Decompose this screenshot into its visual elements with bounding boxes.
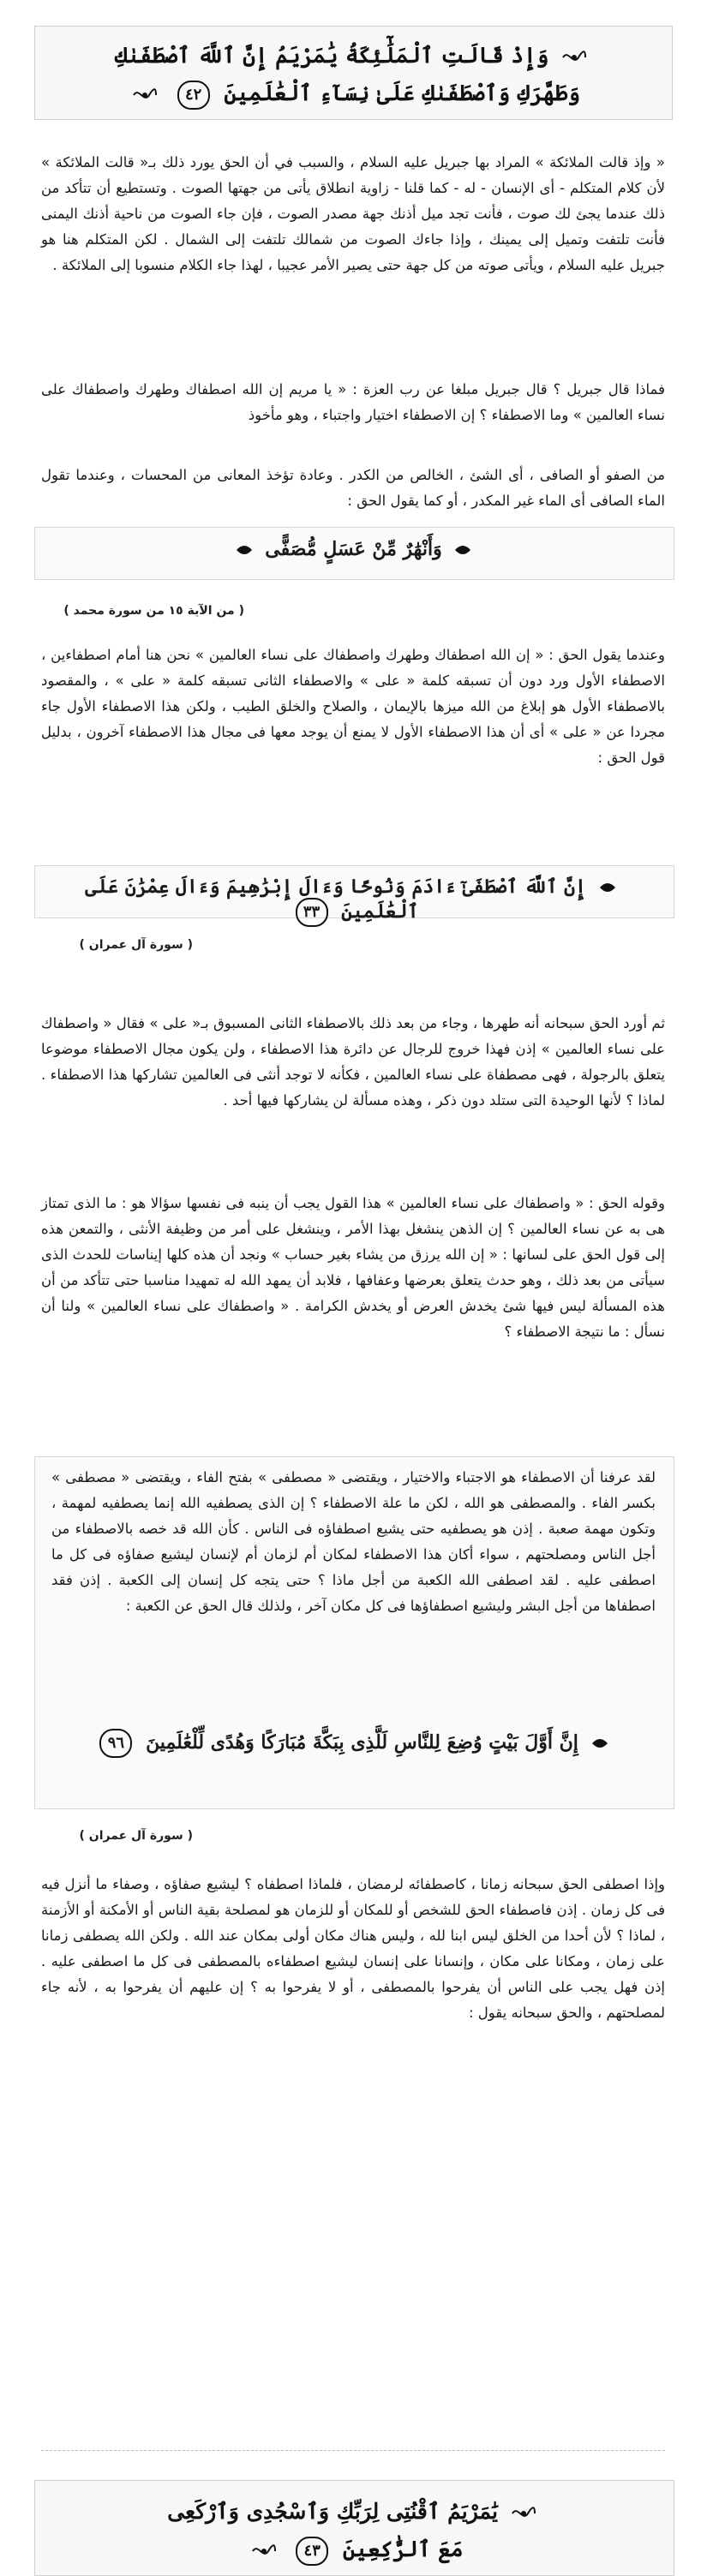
opening-verse-box	[34, 26, 673, 120]
commentary-paragraph-1: « وإذ قالت الملائكة » المراد بها جبريل عليه السلام ، والسبب في أن الحق يورد ذلك بـ« قالت الملائكة » لأن كلام المتكلم - أى الإنسان - له - كما قلنا - زاوية انطلاق يأتى من جهتها الصوت . وتستطيع أن تتأكد من ذلك عندما يجئ لك صوت ، فأنت تجد ميل أذنك جهة مصدر الصوت ، فإن جاء الصوت من ناحية أذنك اليمنى فأنت تلتفت وتميل إلى يمينك ، وإذا جاءك الصوت من شمالك تلتفت إلى الشمال . لكن المتكلم هنا هو جبريل عليه السلام ، ويأتى صوته من كل جهة حتى يصير الأمر عجيبا ، لهذا جاء الكلام منسوبا إلى الملائكة .	[41, 154, 665, 273]
quoted-verse-1-text: وَأَنْهَٰرٌ مِّنْ عَسَلٍ مُّصَفًّى	[265, 538, 442, 560]
quoted-verse-2-text: إِنَّ ٱللَّهَ ٱصْطَفَىٰٓ ءَادَمَ وَنُوحًا وَءَالَ إِبْرَٰهِيمَ وَءَالَ عِمْرَٰنَ عَلَى ٱلْعَٰلَمِينَ	[85, 876, 586, 923]
divider	[41, 2450, 665, 2451]
ornament-icon	[251, 2541, 277, 2561]
commentary-paragraph-3: من الصفو أو الصافى ، أى الشئ ، الخالص من الكدر . وعادة تؤخذ المعانى من المحسات ، وعندما تقول الماء الصافى أى الماء غير المكدر ، أو كما يقول الحق :	[41, 467, 665, 509]
ornament-icon	[598, 879, 617, 896]
verse-number-marker: ٤٢	[177, 81, 210, 110]
ornament-icon	[590, 1735, 609, 1752]
verse-number-marker: ٩٦	[99, 1729, 132, 1758]
commentary-paragraph-4: وعندما يقول الحق : « إن الله اصطفاك وطهرك واصطفاك على نساء العالمين » نحن هنا أمام اصطفاءين ، الاصطفاء الأول ورد دون أن تسبقه كلمة « على » والاصطفاء الثانى تسبقه كلمة « على » ، والمقصود بالاصطفاء الأول هو إبلاغ من الله ميزها بالإيمان ، والصلاح والخلق الطيب ، ولكن هذا الاصطفاء الأول جاء مجردا عن « على » أى أن هذا الاصطفاء الأول لا يمنع أن يوجد معها فى مجال هذا الاصطفاء آخرون ، بدليل قول الحق :	[41, 647, 665, 766]
ornament-icon	[561, 47, 587, 68]
opening-verse-line-2	[44, 75, 663, 112]
commentary-paragraph-2: فماذا قال جبريل ؟ قال جبريل مبلغا عن رب العزة : « يا مريم إن الله اصطفاك وطهرك واصطفاك على نساء العالمين » وما الاصطفاء ؟ إن الاصطفاء اختيار واجتباء ، وهو مأخوذ	[41, 381, 665, 423]
verse-number-marker: ٤٣	[296, 2537, 328, 2566]
opening-verse-line-1	[44, 37, 663, 75]
verse-number-marker: ٣٣	[296, 898, 328, 927]
verse-1-source: ( من الآية ١٥ من سورة محمد )	[63, 604, 244, 618]
ornament-icon	[511, 2503, 536, 2524]
quoted-verse-3-text: إِنَّ أَوَّلَ بَيْتٍ وُضِعَ لِلنَّاسِ لَلَّذِى بِبَكَّةَ مُبَارَكًا وَهُدًى لِّلْعَٰلَمِينَ	[146, 1731, 578, 1754]
closing-verse-line-2	[44, 2531, 665, 2568]
ornament-icon	[235, 541, 254, 559]
closing-verse-text-2: مَعَ ٱلرَّٰكِعِينَ	[342, 2537, 464, 2561]
closing-verse-text-1: يَٰمَرْيَمُ ٱقْنُتِى لِرَبِّكِ وَٱسْجُدِى وَٱرْكَعِى	[167, 2499, 498, 2524]
ornament-icon	[453, 541, 472, 559]
commentary-paragraph-6: وقوله الحق : « واصطفاك على نساء العالمين » هذا القول يجب أن ينبه فى نفسها سؤالا هو : ما الذى تمتاز هى به عن نساء العالمين ؟ إن الذهن ينشغل بهذا الأمر ، وينشغل على أمر من وظيفة الأنثى ، والتمعن هذه إلى قول الحق على لسانها : « إن الله يرزق من يشاء بغير حساب » ونجد أن هذه كلها إيناسات للحدث الذى سيأتى من بعد ذلك ، وهو حدث يتعلق بعرضها وعفافها ، فلابد أن يمهد الله له تمهيدا مناسبا حتى تتأكد من أن هذه المسألة ليس فيها شئ يخدش العرض أو يخدش الكرامة . « واصطفاك على نساء العالمين » ولنا أن نسأل : ما نتيجة الاصطفاء ؟	[41, 1195, 665, 1340]
commentary-paragraph-7: لقد عرفنا أن الاصطفاء هو الاجتباء والاختيار ، ويقتضى « مصطفى » بفتح الفاء ، ويقتضى « مصطفى » بكسر الفاء . والمصطفى هو الله ، لكن ما علة الاصطفاء ؟ إن الذى يصطفيه الله إنما يصطفيه لمهمة ، وتكون مهمة صعبة . إذن هو يصطفيه حتى يشيع اصطفاؤه فى الناس . كأن الله قد خصه بالاصطفاء من أجل الناس ومصلحتهم ، سواء أكان هذا الاصطفاء لمكان أم لزمان أم لإنسان ليشيع صفاؤه فى كل ما اصطفى عليه . لقد اصطفى الله الكعبة من أجل ماذا ؟ حتى يتجه كل إنسان إلى الكعبة . إذن فقد اصطفاها من أجل البشر وليشيع اصطفاؤها فى كل مكان آخر ، ولذلك قال الحق عن الكعبة :	[51, 1469, 656, 1614]
ornament-icon	[132, 85, 158, 105]
quoted-verse-2	[51, 876, 656, 927]
quoted-verse-3	[51, 1729, 656, 1758]
opening-verse-text-1: وَإِذْ قَالَتِ ٱلْمَلَٰٓئِكَةُ يَٰمَرْيَمُ إِنَّ ٱللَّهَ ٱصْطَفَىٰكِ	[114, 43, 549, 68]
commentary-paragraph-8: وإذا اصطفى الحق سبحانه زمانا ، كاصطفائه لرمضان ، فلماذا اصطفاه ؟ ليشيع صفاؤه ، وصفاء ما أنزل فيه فى كل زمان . إذن فاصطفاء الحق للشخص أو للمكان أو للزمان هو لمصلحة بقية الناس أو الأمكنة أو الأزمنة ، لماذا ؟ لأن أحدا من الخلق ليس ابنا لله ، وليس هناك مكان أولى بمكان عند الله . ولكن الله يصطفى زمانا على زمان ، ومكانا على مكان ، وإنسانا على إنسان ليشيع اصطفاءه بالمصطفى فى كل ما اصطفى عليه . إذن فهل يجب على الناس أن يفرحوا بالمصطفى ، أو لا يفرحوا به ؟ إن عليهم أن يفرحوا به ، لأنه جاء لمصلحتهم ، والحق سبحانه يقول :	[41, 1876, 665, 2021]
commentary-paragraph-5: ثم أورد الحق سبحانه أنه طهرها ، وجاء من بعد ذلك بالاصطفاء الثانى المسبوق بـ« على » فقال « واصطفاك على نساء العالمين » إذن فهذا خروج للرجال عن دائرة هذا الاصطفاء ، ولن يكون مجال الاصطفاء موضوعا يتعلق بالرجولة ، فهى مصطفاة على نساء العالمين ، فكأنه لا توجد أنثى فى العالمين تشاركها هذا الاصطفاء . لماذا ؟ لأنها الوحيدة التى ستلد دون ذكر ، وهذه مسألة لن يشاركها فيها أحد .	[41, 1015, 665, 1109]
closing-verse-line-1	[44, 2493, 665, 2531]
opening-verse-text-2: وَطَهَّرَكِ وَٱصْطَفَىٰكِ عَلَىٰ نِسَآءِ ٱلْعَٰلَمِينَ	[224, 81, 581, 105]
closing-verse-box	[34, 2480, 674, 2576]
quoted-verse-1	[51, 538, 656, 560]
verse-3-source: ( سورة آل عمران )	[79, 1829, 193, 1843]
verse-2-source: ( سورة آل عمران )	[79, 938, 193, 952]
